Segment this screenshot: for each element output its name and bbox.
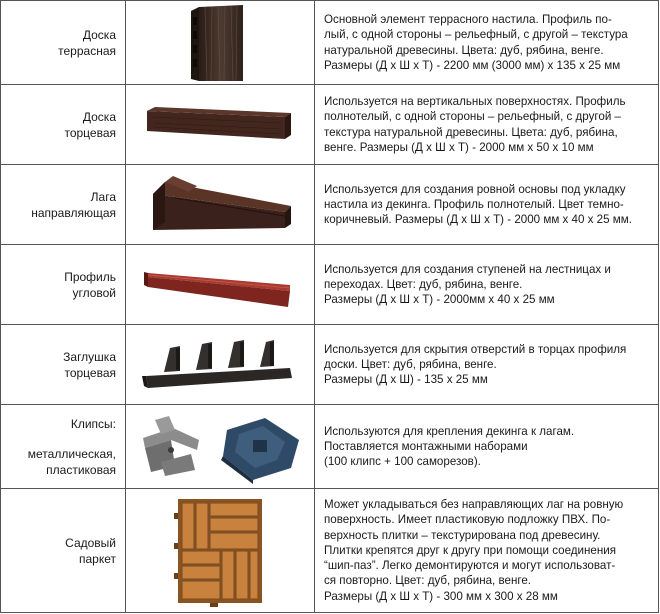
- table-row: [1, 245, 659, 325]
- product-name: Клипсы: металлическая, пластиковая: [1, 405, 126, 489]
- product-description: Используется для создания ступеней на лестницах и переходах. Цвет: дуб, рябина, венге. Размеры (Д х Ш х Т) - 2000мм х 40 х 25 мм: [315, 245, 659, 325]
- fascia-board-image: [145, 95, 295, 155]
- end-cap-image: [140, 334, 300, 396]
- product-name: Заглушка торцевая: [1, 325, 126, 405]
- product-name: Садовый паркет: [1, 489, 126, 613]
- product-name: Лага направляющая: [1, 165, 126, 245]
- product-name: Доска торцевая: [1, 85, 126, 165]
- corner-profile-image: [140, 255, 300, 315]
- table-row: [1, 325, 659, 405]
- product-description: Используется для создания ровной основы под укладку настила из декинга. Профиль полнотелый. Цвет темно- коричневый. Размеры (Д х Ш х Т) - 2000 мм х 40 х 25 мм.: [315, 165, 659, 245]
- product-image-cell: [126, 245, 315, 325]
- product-image-cell: [126, 325, 315, 405]
- clips-image: [135, 410, 305, 484]
- plastic-clip-icon: [221, 418, 299, 484]
- product-name: Профиль угловой: [1, 245, 126, 325]
- table-row: [1, 165, 659, 245]
- product-image-cell: [126, 85, 315, 165]
- table-row: [1, 85, 659, 165]
- garden-parquet-image: [170, 493, 270, 609]
- terrace-board-image: [185, 3, 255, 83]
- product-name: Доска террасная: [1, 1, 126, 85]
- product-description: Основной элемент террасного настила. Профиль по- лый, с одной стороны – рельефный, с другой – текстура натуральной древесины. Цвета: дуб, рябина, венге. Размеры (Д х Ш х Т) - 2200 мм (3000 мм) х 135 х 25 мм: [315, 1, 659, 85]
- product-description: Используются для крепления декинга к лагам. Поставляется монтажными наборами (100 клипс + 100 саморезов).: [315, 405, 659, 489]
- joist-image: [145, 172, 295, 238]
- product-image-cell: [126, 405, 315, 489]
- product-description: Используется на вертикальных поверхностях. Профиль полнотелый, с одной стороны – рельефный, с другой – текстура натуральной древесины. Цвета: дуб, рябина, венге. Размеры (Д х Ш х Т) - 2000 мм х 50 х 10 мм: [315, 85, 659, 165]
- product-image-cell: [126, 489, 315, 613]
- product-description: Может укладываться без направляющих лаг на ровную поверхность. Имеет пластиковую подложку ПВХ. По- верхность плитки – текстурирована под древесину. Плитки крепятся друг к другу при помощи соединения “шип-паз”. Легко демонтируются и могут использоват- ся повторно. Цвет: дуб, рябина, венге. Размеры (Д х Ш х Т) - 300 мм х 300 х 28 мм: [315, 489, 659, 613]
- product-image-cell: [126, 1, 315, 85]
- table-row: [1, 489, 659, 613]
- product-description: Используется для скрытия отверстий в торцах профиля доски. Цвет: дуб, рябина, венге. Размеры (Д х Ш) - 135 х 25 мм: [315, 325, 659, 405]
- metal-clip-icon: [143, 416, 199, 476]
- table-row: [1, 1, 659, 85]
- table-row: [1, 405, 659, 489]
- product-image-cell: [126, 165, 315, 245]
